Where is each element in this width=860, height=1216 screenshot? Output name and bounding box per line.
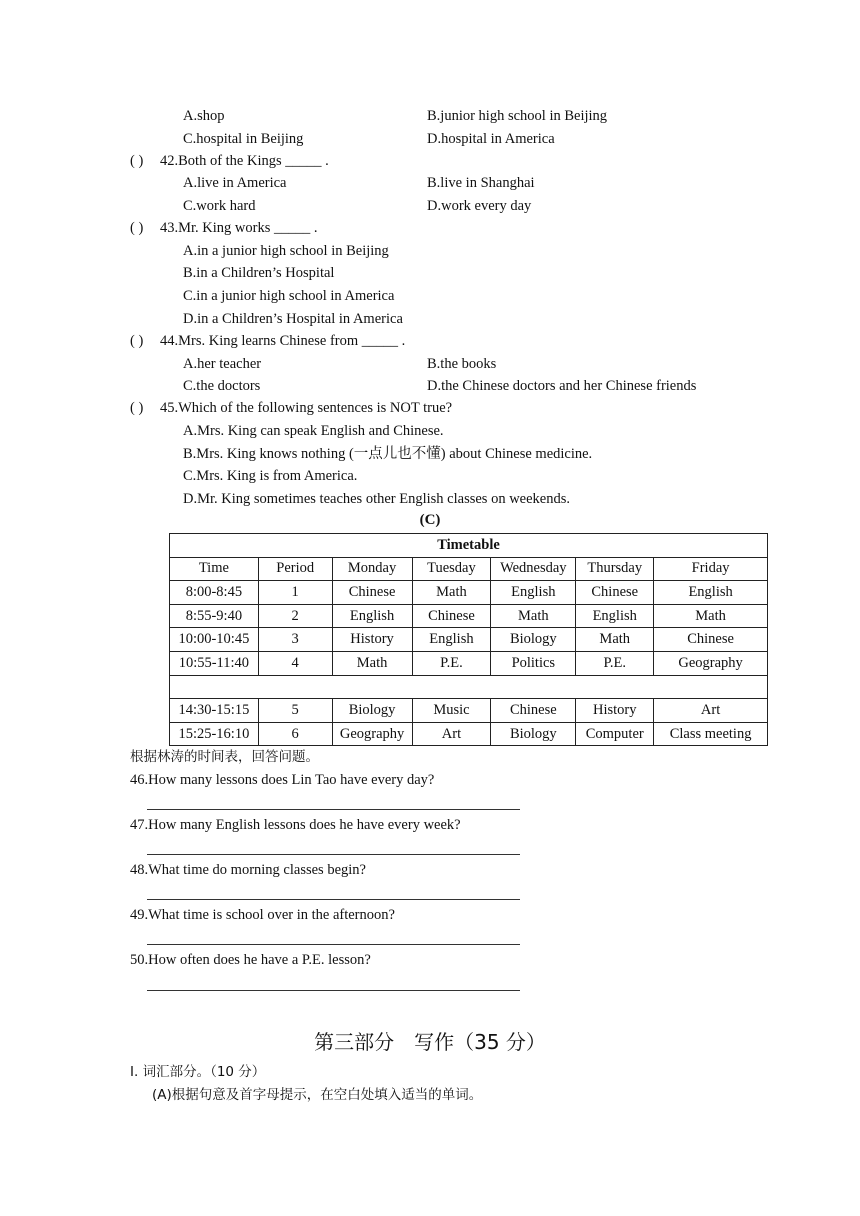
- answer-line[interactable]: [147, 809, 520, 810]
- timetable-title: Timetable: [170, 534, 768, 558]
- table-cell: Biology: [332, 699, 412, 723]
- header-cell: Friday: [654, 557, 768, 581]
- table-row: [170, 699, 768, 723]
- header-cell: Thursday: [576, 557, 654, 581]
- table-row: [170, 722, 768, 746]
- answer-paren[interactable]: ( ): [130, 400, 144, 416]
- timetable: [169, 533, 768, 746]
- table-cell: Chinese: [412, 604, 491, 628]
- option-c: C.Mrs. King is from America.: [183, 468, 358, 484]
- table-cell: Geography: [332, 722, 412, 746]
- header-cell: Tuesday: [412, 557, 491, 581]
- table-cell: Art: [654, 699, 768, 723]
- option-c: C.the doctors: [183, 378, 261, 394]
- table-row: [170, 604, 768, 628]
- option-a: A.Mrs. King can speak English and Chinese.: [183, 423, 444, 439]
- answer-paren[interactable]: ( ): [130, 153, 144, 169]
- question-stem: 42.Both of the Kings _____ .: [160, 153, 329, 169]
- option-b: B.live in Shanghai: [427, 175, 535, 191]
- question-stem: 43.Mr. King works _____ .: [160, 220, 318, 236]
- answer-line[interactable]: [147, 899, 520, 900]
- table-cell: 4: [258, 651, 332, 675]
- option-d: D.Mr. King sometimes teaches other English classes on weekends.: [183, 491, 570, 507]
- q41-option-b: B.junior high school in Beijing: [427, 108, 608, 124]
- table-cell: English: [654, 581, 768, 605]
- table-cell: Politics: [491, 651, 576, 675]
- question-stem: 45.Which of the following sentences is NOT true?: [160, 400, 453, 416]
- table-cell: Math: [332, 651, 412, 675]
- option-b: B.the books: [427, 356, 497, 372]
- timetable-title-row: [170, 534, 768, 558]
- q41-option-d: D.hospital in America: [427, 131, 555, 147]
- table-cell: 5: [258, 699, 332, 723]
- table-cell: Geography: [654, 651, 768, 675]
- answer-line[interactable]: [147, 944, 520, 945]
- empty-cell: [170, 675, 768, 699]
- section-heading: (C): [419, 512, 441, 528]
- table-cell: English: [576, 604, 654, 628]
- header-cell: Period: [258, 557, 332, 581]
- part-title: 第三部分 写作（35 分）: [314, 1030, 546, 1054]
- option-b: B.Mrs. King knows nothing (一点儿也不懂) about Chinese medicine.: [183, 446, 593, 462]
- option-d: D.work every day: [427, 198, 532, 214]
- table-cell: P.E.: [412, 651, 491, 675]
- header-cell: Monday: [332, 557, 412, 581]
- open-question: 49.What time is school over in the afternoon?: [130, 907, 395, 923]
- table-cell: 1: [258, 581, 332, 605]
- instruction-text: 根据林涛的时间表，回答问题。: [130, 749, 319, 765]
- table-cell: Class meeting: [654, 722, 768, 746]
- subsection-heading: Ⅰ. 词汇部分。（10 分）: [130, 1064, 266, 1080]
- answer-paren[interactable]: ( ): [130, 220, 144, 236]
- table-cell: 10:00-10:45: [170, 628, 259, 652]
- table-cell: P.E.: [576, 651, 654, 675]
- option-c: C.in a junior high school in America: [183, 288, 395, 304]
- option-b: B.in a Children’s Hospital: [183, 265, 335, 281]
- table-cell: 8:55-9:40: [170, 604, 259, 628]
- open-question: 50.How often does he have a P.E. lesson?: [130, 952, 371, 968]
- table-cell: History: [576, 699, 654, 723]
- table-cell: Math: [491, 604, 576, 628]
- table-cell: 2: [258, 604, 332, 628]
- answer-line[interactable]: [147, 854, 520, 855]
- table-cell: 10:55-11:40: [170, 651, 259, 675]
- option-d: D.the Chinese doctors and her Chinese friends: [427, 378, 697, 394]
- option-c: C.work hard: [183, 198, 256, 214]
- answer-paren[interactable]: ( ): [130, 333, 144, 349]
- table-cell: Math: [412, 581, 491, 605]
- table-cell: English: [332, 604, 412, 628]
- table-cell: 6: [258, 722, 332, 746]
- option-d: D.in a Children’s Hospital in America: [183, 311, 403, 327]
- header-cell: Time: [170, 557, 259, 581]
- table-cell: Art: [412, 722, 491, 746]
- answer-line[interactable]: [147, 990, 520, 991]
- table-cell: History: [332, 628, 412, 652]
- subsection-instruction: (A)根据句意及首字母提示，在空白处填入适当的单词。: [152, 1087, 483, 1103]
- table-cell: Math: [576, 628, 654, 652]
- table-row: [170, 581, 768, 605]
- table-cell: Chinese: [491, 699, 576, 723]
- table-cell: English: [412, 628, 491, 652]
- table-cell: Chinese: [654, 628, 768, 652]
- header-cell: Wednesday: [491, 557, 576, 581]
- timetable-header-row: [170, 557, 768, 581]
- q41-option-c: C.hospital in Beijing: [183, 131, 304, 147]
- option-a: A.her teacher: [183, 356, 262, 372]
- q41-option-a: A.shop: [183, 108, 225, 124]
- table-cell: 14:30-15:15: [170, 699, 259, 723]
- table-row: [170, 628, 768, 652]
- table-cell: 15:25-16:10: [170, 722, 259, 746]
- table-cell: Biology: [491, 722, 576, 746]
- table-cell: 8:00-8:45: [170, 581, 259, 605]
- table-cell: Chinese: [332, 581, 412, 605]
- table-cell: Biology: [491, 628, 576, 652]
- table-cell: 3: [258, 628, 332, 652]
- option-a: A.live in America: [183, 175, 287, 191]
- table-cell: English: [491, 581, 576, 605]
- table-cell: Chinese: [576, 581, 654, 605]
- open-question: 46.How many lessons does Lin Tao have every day?: [130, 772, 435, 788]
- open-question: 48.What time do morning classes begin?: [130, 862, 366, 878]
- table-cell: Computer: [576, 722, 654, 746]
- table-row: [170, 651, 768, 675]
- option-a: A.in a junior high school in Beijing: [183, 243, 389, 259]
- table-cell: Music: [412, 699, 491, 723]
- open-question: 47.How many English lessons does he have every week?: [130, 817, 461, 833]
- question-stem: 44.Mrs. King learns Chinese from _____ .: [160, 333, 406, 349]
- table-cell: Math: [654, 604, 768, 628]
- lunch-break-row: [170, 675, 768, 699]
